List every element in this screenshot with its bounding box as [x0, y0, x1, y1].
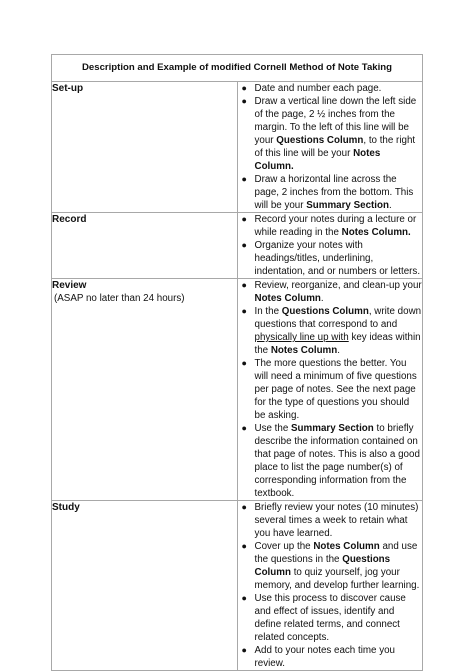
row-label-cell [52, 82, 238, 213]
bullet-icon: ● [241, 280, 247, 290]
row-label: Study [52, 502, 80, 513]
bullet-text: Organize your notes with headings/titles, underlining, indentation, and or numbers or letters. [254, 240, 421, 277]
row-content [237, 213, 423, 279]
row-record [52, 213, 423, 279]
bullet-icon: ● [241, 502, 247, 512]
bullet-item [238, 279, 423, 305]
bold-text: Questions Column [281, 306, 369, 317]
bullet-item [238, 213, 423, 239]
bullet-item [238, 501, 423, 540]
bullet-item [238, 82, 423, 95]
bullet-item [238, 592, 423, 644]
bullet-item [238, 173, 423, 212]
bullet-text: In the [254, 306, 282, 317]
bullet-item [238, 239, 423, 278]
bullet-text: . [337, 345, 340, 356]
row-label-cell [52, 501, 238, 671]
table-title: Description and Example of modified Cornell Method of Note Taking [52, 55, 423, 82]
row-label: Set-up [52, 83, 84, 94]
bullet-icon: ● [241, 423, 247, 433]
bullet-list [238, 279, 423, 500]
row-setup [52, 82, 423, 213]
row-label: Record [52, 214, 87, 225]
row-sublabel: (ASAP no later than 24 hours) [54, 293, 185, 304]
bullet-text: The more questions the better. You will need a minimum of five questions per page of notes. See the next page for the type of questions you should be asking. [254, 358, 417, 421]
bullet-text: . [320, 293, 324, 304]
bullet-text: Date and number each page. [254, 83, 382, 94]
bullet-item [238, 357, 423, 422]
bullet-text: Briefly review your notes (10 minutes) several times a week to retain what you have learned. [254, 502, 419, 539]
row-content [237, 279, 423, 501]
bold-text: Notes Column [270, 345, 338, 356]
bullet-icon: ● [241, 306, 247, 316]
bold-text: Notes Column [254, 293, 321, 304]
bullet-list [238, 82, 423, 212]
bullet-icon: ● [241, 593, 247, 603]
bullet-text: and use the questions in the [254, 541, 418, 565]
bold-text: Questions Column [254, 554, 391, 578]
bullet-text: Record your notes during a lecture or while reading in the [254, 214, 417, 238]
row-content [237, 82, 423, 213]
bullet-icon: ● [241, 240, 247, 250]
row-content [237, 501, 423, 671]
bold-text: Summary Section [291, 423, 374, 434]
bullet-item [238, 95, 423, 173]
bullet-text: . [389, 200, 392, 211]
bullet-text: Draw a horizontal line across the page, 2 inches from the bottom. This will be your [254, 174, 414, 211]
bullet-text: to briefly describe the information contained on that page of notes. This is also a good place to list the page number(s) of corresponding information from the textbook. [254, 423, 420, 499]
bullet-item [238, 540, 423, 592]
bullet-item [238, 644, 423, 670]
row-label-cell [52, 213, 238, 279]
bullet-text: Add to your notes each time you review. [254, 645, 396, 669]
bullet-text: Draw a vertical line down the left side of the page, 2 ½ inches from the margin. To the left of this line will be your [254, 96, 417, 146]
bullet-icon: ● [241, 83, 247, 93]
bullet-item [238, 422, 423, 500]
row-review [52, 279, 423, 501]
bold-text: Notes Column. [254, 148, 381, 172]
bullet-icon: ● [241, 214, 247, 224]
bullet-text: Use this process to discover cause and effect of issues, identify and define related terms, and connect related concepts. [254, 593, 406, 643]
bullet-text: Cover up the [254, 541, 314, 552]
row-study [52, 501, 423, 671]
bullet-icon: ● [241, 174, 247, 184]
bullet-text: Review, reorganize, and clean-up your [254, 280, 422, 291]
bullet-icon: ● [241, 541, 247, 551]
row-label: Review [52, 280, 87, 291]
cornell-method-table [51, 54, 423, 671]
bullet-text: key ideas within the [254, 332, 421, 356]
row-label-cell [52, 279, 238, 501]
bullet-text: , to the right of this line will be your [254, 135, 416, 159]
bullet-list [238, 213, 423, 278]
bullet-text: , write down questions that correspond to and [254, 306, 422, 330]
bold-text: Questions Column [276, 135, 364, 146]
bullet-text: to quiz yourself, jog your memory, and develop further learning. [254, 567, 420, 591]
bold-text: Notes Column. [341, 227, 411, 238]
bullet-icon: ● [241, 358, 247, 368]
bold-text: Summary Section [306, 200, 389, 211]
bullet-text: Use the [254, 423, 291, 434]
bullet-icon: ● [241, 96, 247, 106]
bullet-icon: ● [241, 645, 247, 655]
bold-text: Notes Column [313, 541, 380, 552]
title-row [52, 55, 423, 82]
bullet-item [238, 305, 423, 357]
underlined-text: physically line up with [254, 332, 349, 343]
bullet-list [238, 501, 423, 670]
